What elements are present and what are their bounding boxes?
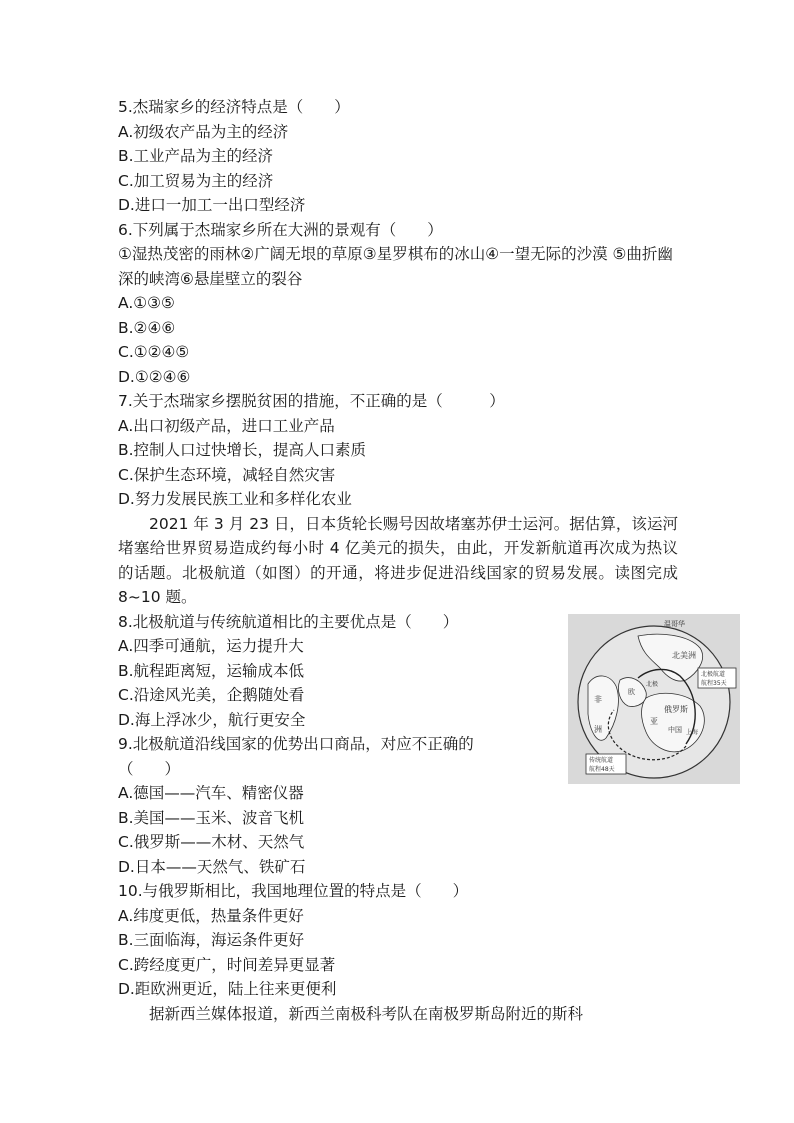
q9-option-d[interactable]: D.日本——天然气、铁矿石	[118, 857, 306, 876]
q7-option-a[interactable]: A.出口初级产品，进口工业产品	[118, 416, 335, 435]
q5-stem: 5.杰瑞家乡的经济特点是（ ）	[118, 98, 350, 116]
q6-option-a[interactable]: A.①③⑤	[118, 294, 175, 312]
map-arctic-route-label: 北极航道	[701, 670, 726, 678]
q6-option-c[interactable]: C.①②④⑤	[118, 343, 190, 361]
q5-option-a[interactable]: A.初级农产品为主的经济	[118, 122, 289, 141]
map-label-europe: 欧	[628, 687, 635, 696]
q8-option-a[interactable]: A.四季可通航，运力提升大	[118, 637, 304, 655]
map-label-north-america: 北美洲	[672, 650, 696, 660]
q7-option-c[interactable]: C.保护生态环境，减轻自然灾害	[118, 465, 336, 484]
q10-option-d[interactable]: D.距欧洲更近，陆上往来更便利	[118, 980, 337, 998]
q10-option-a[interactable]: A.纬度更低，热量条件更好	[118, 906, 304, 925]
map-label-asia: 亚	[650, 716, 658, 726]
q8-option-c[interactable]: C.沿途风光美，企鹅随处看	[118, 686, 305, 704]
q9-stem-cont: （ ）	[118, 759, 181, 778]
q8-stem: 8.北极航道与传统航道相比的主要优点是（ ）	[118, 612, 459, 631]
q9-option-b[interactable]: B.美国——玉米、波音飞机	[118, 808, 305, 827]
q7-option-d[interactable]: D.努力发展民族工业和多样化农业	[118, 490, 352, 508]
q10-stem: 10.与俄罗斯相比，我国地理位置的特点是（ ）	[118, 882, 469, 900]
map-label-africa: 非	[594, 694, 602, 704]
map-arctic-route-days: 航程35天	[701, 679, 727, 687]
q5-option-c[interactable]: C.加工贸易为主的经济	[118, 171, 274, 190]
q7-option-b[interactable]: B.控制人口过快增长，提高人口素质	[118, 441, 367, 459]
q6-option-b[interactable]: B.②④⑥	[118, 318, 176, 337]
map-label-shanghai: 上海	[686, 728, 699, 736]
map-traditional-route-days: 航程48天	[589, 765, 615, 773]
q9-option-a[interactable]: A.德国——汽车、精密仪器	[118, 784, 304, 802]
q9-option-c[interactable]: C.俄罗斯——木材、天然气	[118, 833, 305, 851]
map-traditional-route-label: 传统航道	[589, 756, 614, 764]
q5-option-b[interactable]: B.工业产品为主的经济	[118, 147, 274, 165]
q8-option-b[interactable]: B.航程距离短，运输成本低	[118, 661, 305, 680]
q10-option-b[interactable]: B.三面临海，海运条件更好	[118, 931, 305, 949]
map-label-arctic: 北极	[646, 680, 659, 688]
q8-option-d[interactable]: D.海上浮冰少，航行更安全	[118, 710, 306, 729]
map-label-top: 温哥华	[664, 619, 685, 628]
q9-stem: 9.北极航道沿线国家的优势出口商品，对应不正确的	[118, 735, 474, 753]
map-question-block	[118, 610, 727, 782]
q10-option-c[interactable]: C.跨经度更广，时间差异更显著	[118, 955, 336, 974]
q6-scenes: ①湿热茂密的雨林②广阔无垠的草原③星罗棋布的冰山④一望无际的沙漠 ⑤曲折幽深的峡湾⑥悬崖壁立的裂谷	[118, 245, 673, 288]
q6-stem: 6.下列属于杰瑞家乡所在大洲的景观有（ ）	[118, 220, 443, 239]
q5-option-d[interactable]: D.进口一加工一出口型经济	[118, 196, 306, 214]
q7-stem: 7.关于杰瑞家乡摆脱贫困的措施，不正确的是（ ）	[118, 392, 505, 410]
arctic-route-map	[568, 614, 740, 784]
passage-antarctic: 据新西兰媒体报道，新西兰南极科考队在南极罗斯岛附近的斯科	[149, 1004, 584, 1023]
map-label-russia: 俄罗斯	[664, 704, 688, 714]
map-label-zhou: 洲	[594, 724, 602, 734]
passage-suez: 2021 年 3 月 23 日，日本货轮长赐号因故堵塞苏伊士运河。据估算，该运河堵塞给世界贸易造成约每小时 4 亿美元的损失，由此，开发新航道再次成为热议的话题。北极航道（如图）的开通，将进步促进沿线国家的贸易发展。读图完成 8~10 题。	[118, 514, 678, 606]
map-label-china: 中国	[668, 725, 682, 734]
q6-option-d[interactable]: D.①②④⑥	[118, 367, 191, 386]
exam-page	[118, 95, 727, 1026]
